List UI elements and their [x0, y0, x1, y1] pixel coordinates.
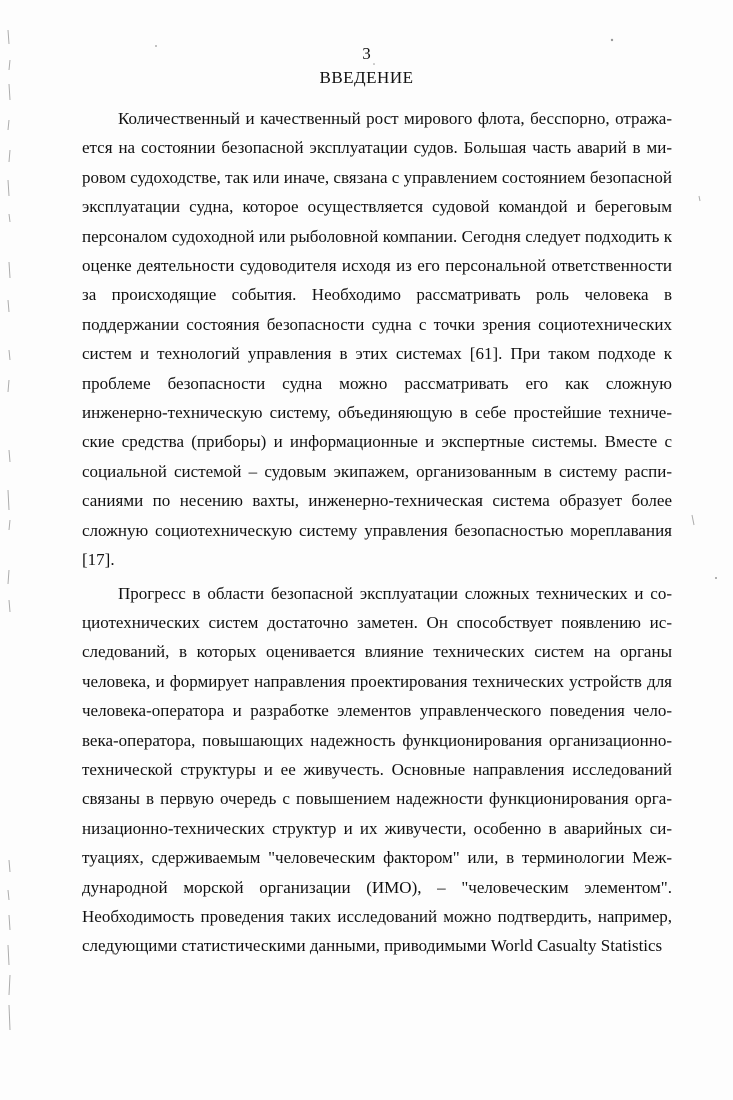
- section-heading: ВВЕДЕНИЕ: [319, 68, 414, 87]
- body-text: [82, 104, 672, 961]
- paragraph-1: Количественный и качественный рост мирового флота, бесспорно, отражается на состоянии безопасной эксплуатации судов. Большая часть аварий в мировом судоходстве, так или иначе, связана с управлением состоянием безопасной эксплуатации судна, которое осуществляется судовой командой и береговым персоналом судоходной или рыболовной компании. Сегодня следует подходить к оценке деятельности судоводителя исходя из его персональной ответственности за происходящие события. Необходимо рассматривать роль человека в поддержании состояния безопасности судна с точки зрения социотехнических систем и технологий управления в этих системах [61]. При таком подходе к проблеме безопасности судна можно рассматривать его как сложную инженерно-техническую систему, объединяющую в себе простейшие технические средства (приборы) и информационные и экспертные системы. Вместе с социальной системой – судовым экипажем, организованным в систему расписаниями по несению вахты, инженерно-техническая система образует более сложную социотехническую систему управления безопасностью мореплавания [17].: [82, 109, 672, 570]
- page-number: 3: [362, 44, 371, 63]
- paragraph-2: Прогресс в области безопасной эксплуатации сложных технических и социотехнических систем достаточно заметен. Он способствует появлению исследований, в которых оценивается влияние технических систем на органы человека, и формирует направления проектирования технических устройств для человека-оператора и разработке элементов управленческого поведения человека-оператора, повышающих надежность функционирования организационно-технической структуры и ее живучесть. Основные направления исследований связаны в первую очередь с повышением надежности функционирования организационно-технических структур и их живучести, особенно в аварийных ситуациях, сдерживаемым "человеческим фактором" или, в терминологии Международной морской организации (ИМО), – "человеческим элементом". Необходимость проведения таких исследований можно подтвердить, например, следующими статистическими данными, приводимыми World Casualty Statistics: [82, 583, 672, 956]
